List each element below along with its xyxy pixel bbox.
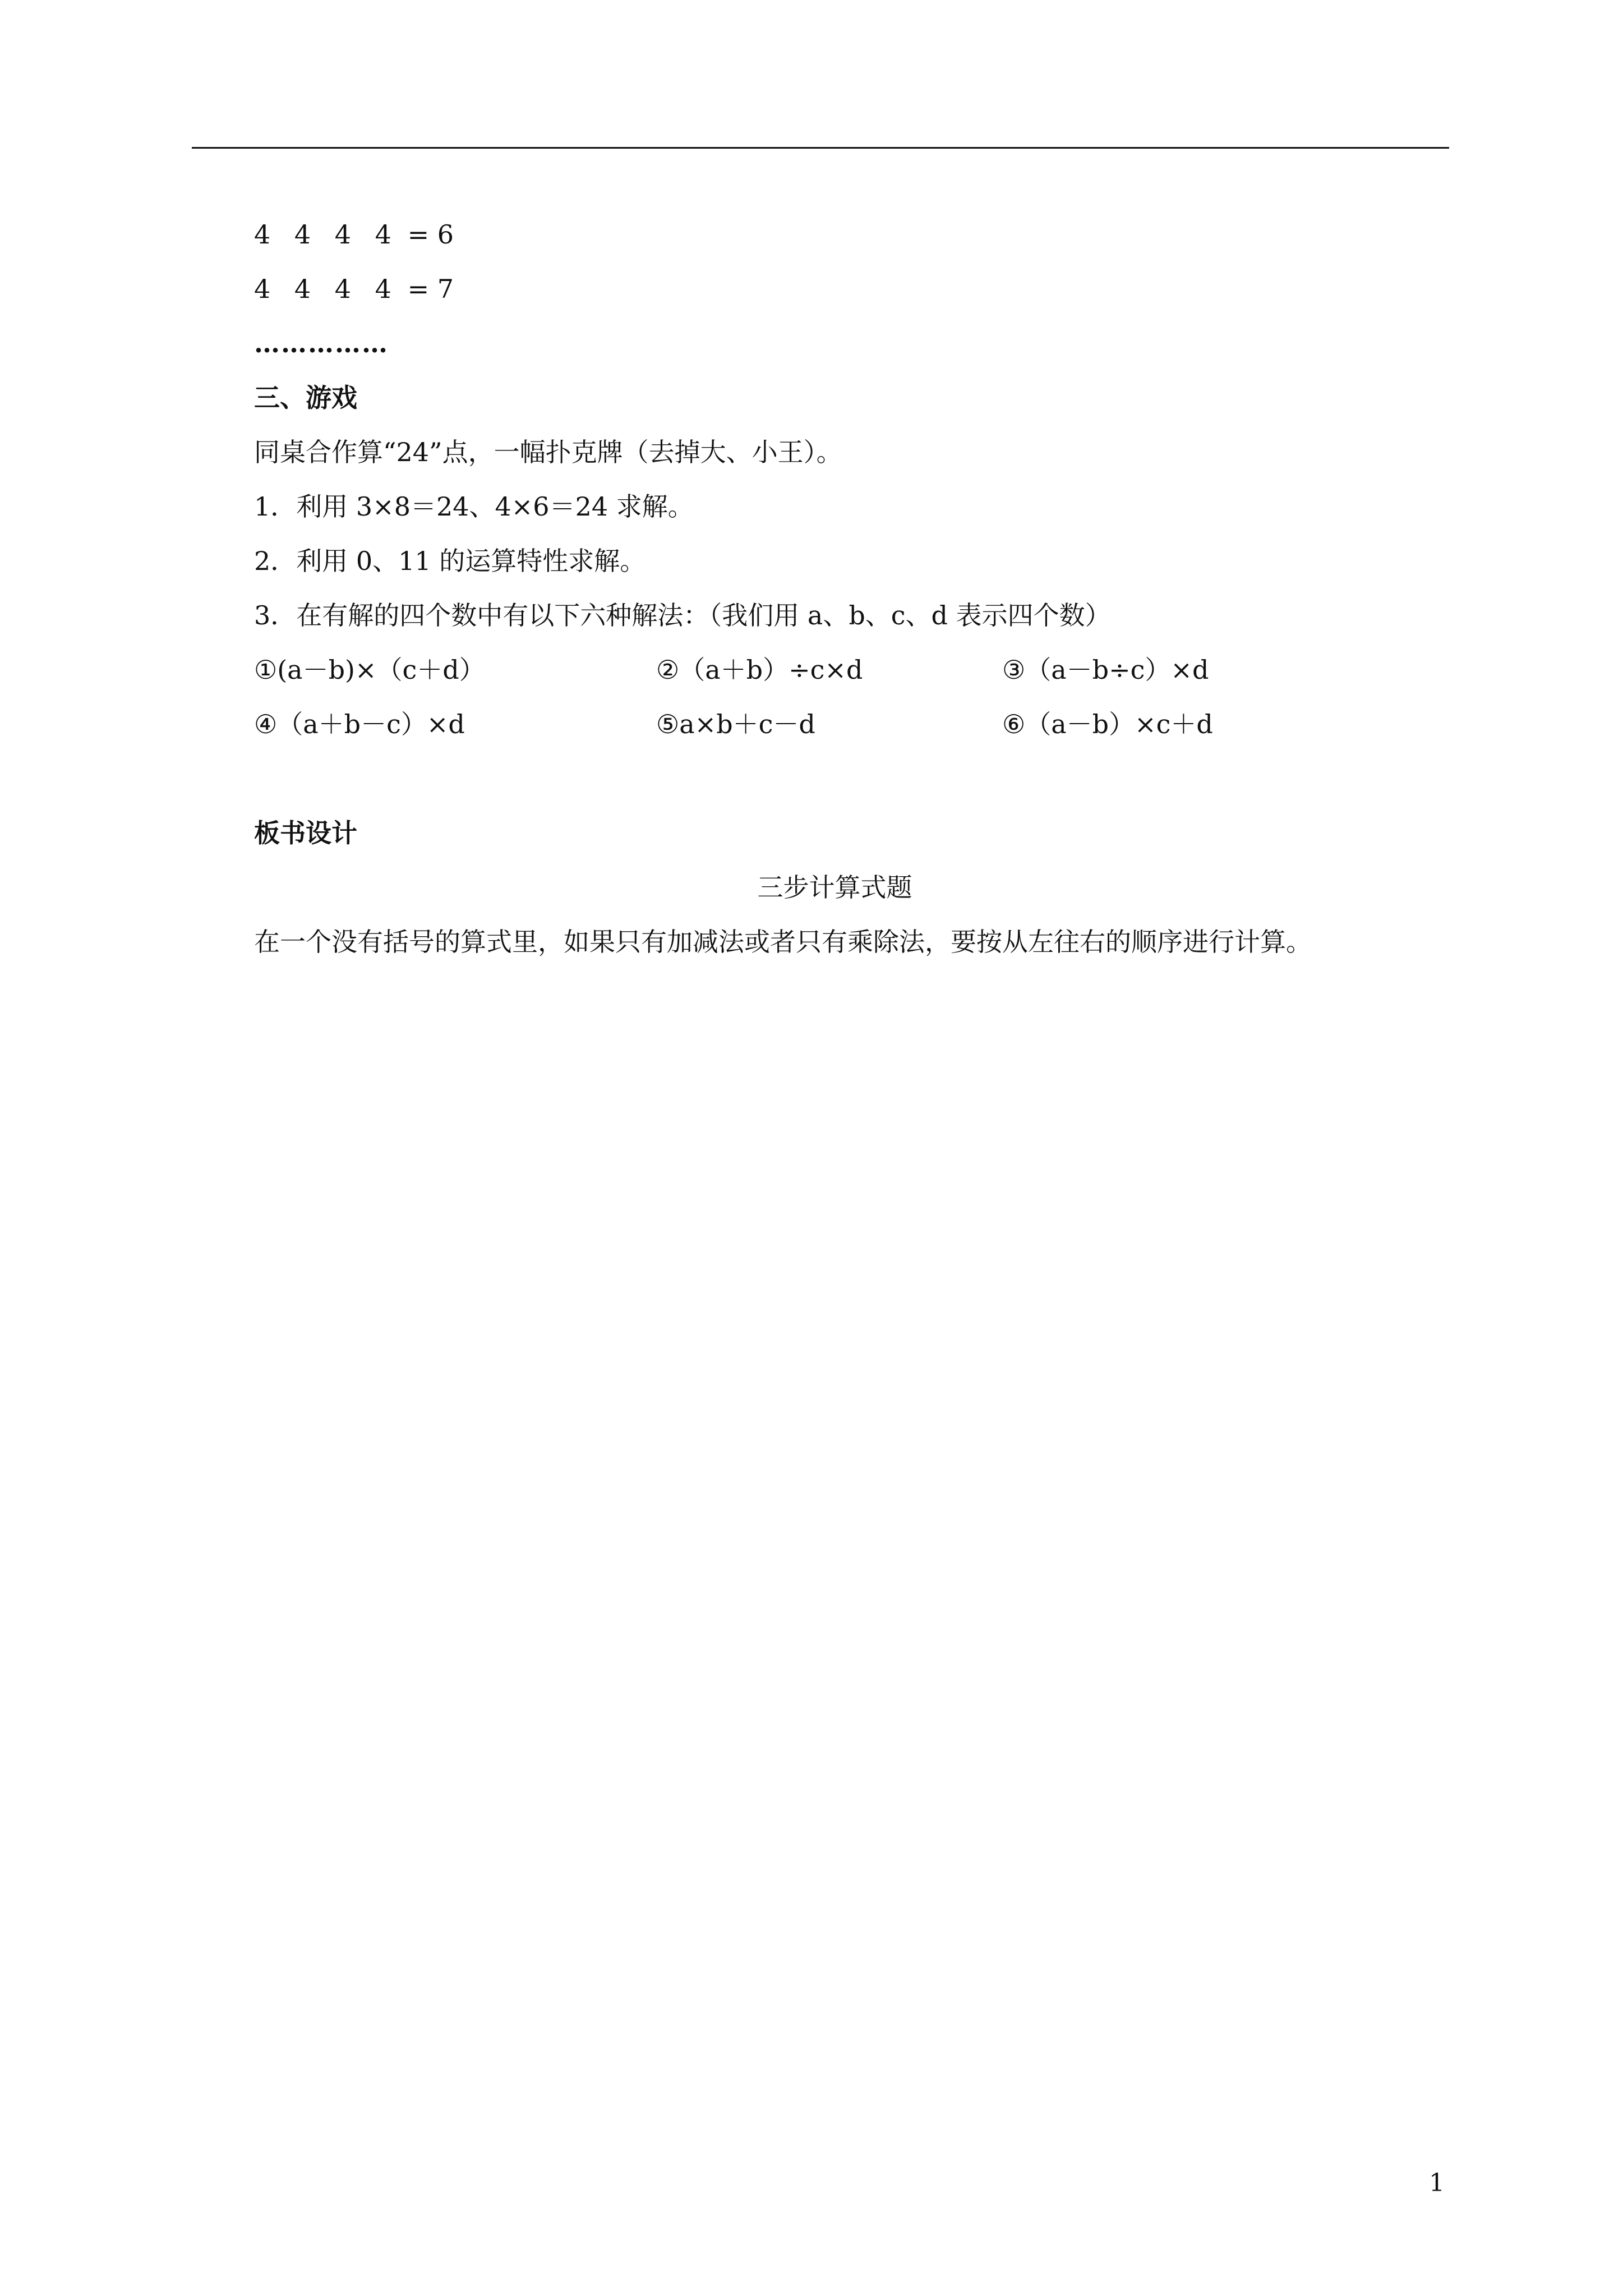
method-3: ③（a－b÷c）×d xyxy=(1002,655,1209,685)
equation-digits: 4 4 4 4 xyxy=(254,274,399,304)
ellipsis: …………… xyxy=(254,328,389,358)
board-title: 三步计算式题 xyxy=(757,872,912,903)
method-2: ②（a＋b）÷c×d xyxy=(656,655,863,685)
equation-line-2 xyxy=(254,262,1449,316)
game-item-2: 2．利用 0、11 的运算特性求解。 xyxy=(254,546,646,576)
methods-row-1 xyxy=(254,643,1449,697)
method-1: ①(a－b)×（c＋d） xyxy=(254,655,485,685)
spacer xyxy=(254,752,1449,806)
equation-line-1 xyxy=(254,208,1449,262)
section-heading-game: 三、游戏 xyxy=(254,383,357,413)
section-heading-board: 板书设计 xyxy=(254,818,357,848)
page-number: 1 xyxy=(1429,2169,1445,2197)
method-6: ⑥（a－b）×c＋d xyxy=(1002,709,1213,739)
method-4: ④（a＋b－c）×d xyxy=(254,709,465,739)
header-rule xyxy=(192,147,1449,149)
equation-result: = 7 xyxy=(407,274,454,304)
game-item-1: 1．利用 3×8＝24、4×6＝24 求解。 xyxy=(254,491,694,522)
game-intro: 同桌合作算“24”点，一幅扑克牌（去掉大、小王）。 xyxy=(254,437,842,467)
document-body xyxy=(254,208,1449,969)
method-5: ⑤a×b＋c－d xyxy=(656,709,815,739)
equation-result: = 6 xyxy=(407,219,454,250)
board-rule: 在一个没有括号的算式里，如果只有加减法或者只有乘除法，要按从左往右的顺序进行计算。 xyxy=(254,927,1312,957)
game-item-3: 3．在有解的四个数中有以下六种解法：（我们用 a、b、c、d 表示四个数） xyxy=(254,600,1111,631)
equation-digits: 4 4 4 4 xyxy=(254,219,399,250)
methods-row-2 xyxy=(254,697,1449,752)
